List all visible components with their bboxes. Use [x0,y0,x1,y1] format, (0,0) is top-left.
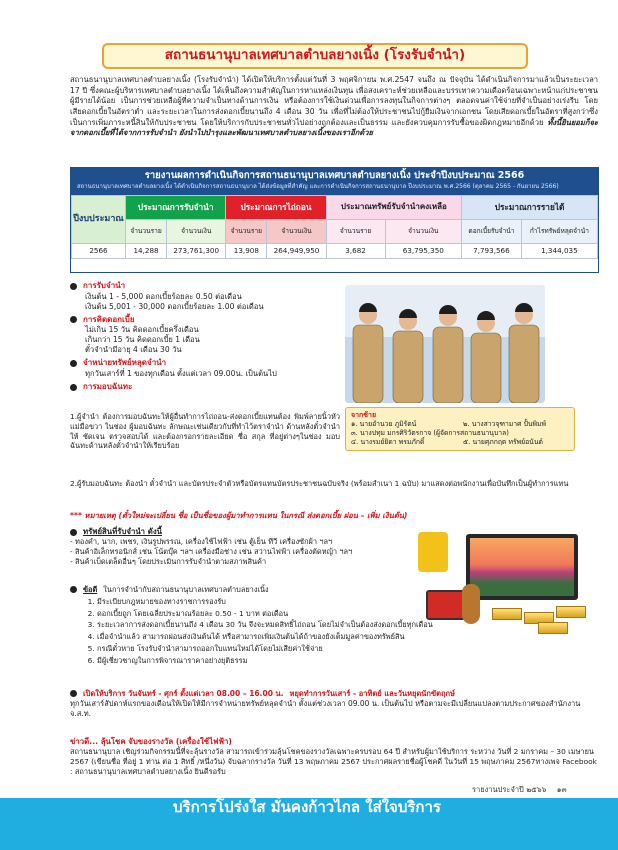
subhead: จำนวนเงิน [385,220,462,244]
list-item: 1. มีระเบียบกฎหมายของทางราชการรองรับ [97,597,450,607]
caption-row [351,429,569,438]
bullet-header [70,315,340,326]
page-title-banner [102,43,528,69]
news-body: สถานธนานุบาล เชิญร่วมกิจกรรมนี้ที่จะลุ้นรางวัล สามารถเข้าร่วมลุ้นโชคของรางวัลเฉพาะครบรอบ 64 ปี สำหรับผู้มาใช้บริการ ระหว่าง วันที่ 2 มกราคม – 30 เมษายน 2567 (เขียนชื่อ ที่อยู่ 1 ท่าน ต่อ 1 สิทธิ์ /หนึ่งวัน) จับฉลากรางวัล วันที่ 13 พฤษภาคม 2567 ประกาศผลรายชื่อผู้โชคดี ในวันที่ 15 พฤษภาคม 2567ทางเพจ Facebook : สถานธนานุบาลเทศบาลตำบลยางเนิ้ง [70,747,597,776]
caption-name: ๔. นางรมย์ยิดา พรมภักดิ์ [351,438,425,447]
guitar-icon [462,584,480,624]
page-num: ๑๓ [556,785,567,794]
subhead: จำนวนราย [326,220,385,244]
assets-label: ทรัพย์สินที่รับจำนำ ดังนี้ [83,527,162,536]
gold-bar-icon [492,608,522,620]
subhead: จำนวนราย [126,220,167,244]
bullet-dot-icon [70,529,77,536]
table-cell: 63,795,350 [385,244,462,259]
asset-line: - สินค้าอิเล็กทรอนิกส์ เช่น โน้ตบุ๊ค ฯลฯ เครื่องมือช่าง เช่น สว่านไฟฟ้า เครื่องตัดหญ้า ฯลฯ [70,547,353,557]
bullet-label: การมอบฉันทะ [83,381,133,391]
table-cell: 1,344,035 [521,244,597,259]
list-item: 2. ดอกเบี้ยถูก โดยเฉลี่ยประมาณร้อยละ 0.50 - 1 บาท ต่อเดือน [97,609,450,619]
bullet-dot-icon [70,384,77,391]
goods-illustration [418,526,600,641]
subhead: กำไรทรัพย์หลุดจำนำ [521,220,597,244]
bullet-dot-icon [70,586,77,593]
page-label: รายงานประจำปี ๒๕๖๖ [472,785,547,794]
intro-tagline: ทั้งนี้ยินยอมก็จะจากดอกเบี้ยที่ได้จากการรับจำนำ ยังนำไปบำรุงและพัฒนาเทศบาลตำบลยางเนิ้งของเราอีกด้วย [70,117,598,138]
bullet-header [70,358,340,369]
hours-closed: หยุดทำการวันเสาร์ - อาทิตย์ และวันหยุดนักขัตฤกษ์ [289,689,455,698]
subhead: จำนวนเงิน [167,220,226,244]
procedure-step-2: 2.ผู้รับมอบฉันทะ ต้องนำ ตั๋วจำนำ และบัตรประจำตัวหรือบัตรแทนบัตรประชาชนฉบับจริง (พร้อมสำเนา 1 ฉบับ) มาแสดงต่อพนักงานเพื่อบันทึกเป็นผู้ทำการแทน [70,479,569,488]
hours-open: เปิดให้บริการ วันจันทร์ - ศุกร์ ตั้งแต่เวลา 08.00 – 16.00 น. [83,689,284,698]
subhead: ดอกเบี้ยรับจำนำ [462,220,522,244]
intro-body: สถานธนานุบาลเทศบาลตำบลยางเนิ้ง (โรงรับจำนำ) ได้เปิดให้บริการตั้งแต่วันที่ 3 พฤศจิกายน พ.ศ.2547 จนถึง ณ ปัจจุบัน ได้ดำเนินกิจการมาแล้วเป็นระยะเวลา 17 ปี ซึ่งคณะผู้บริหารเทศบาลตำบลยางเนิ้ง ได้เห็นถึงความสำคัญในการหาแหล่งเงินทุน เพื่อสงเคราะห์ช่วยเหลือและบรรเทาความเดือดร้อนเฉพาะหน้าแก่ประชาชนผู้มีรายได้น้อย เป็นการช่วยเหลือผู้ที่ความจำเป็นทางด้านการเงิน หรือต้องการใช้เงินด่วนเพื่อการลงทุนในกิจการต่างๆ ตลอดจนค่าใช้จ่ายที่จำเป็นอย่างเร่งรีบ โดยเสียดอกเบี้ยในอัตราต่ำ และระยะเวลาในการส่งดอกเบี้ยนานถึง 4 เดือน 30 วัน เพื่อที่ไม่ต้องให้ประชาชนไปกู้ยืมเงินจากเอกชน โดยเสียดอกเบี้ยในอัตราที่สูงกว่าซึ่งเป็นการเพิ่มภาระหนี้สินให้กับประชาชน โดยให้บริการกับประชาชนทั่วไปอย่างถูกต้องและเป็นธรรม และยังควบคุมการรับซื้อของผิดกฎหมายอีกด้วย [70,75,598,127]
subhead: จำนวนเงิน [267,220,326,244]
bullet-dot-icon [70,283,77,290]
page-number [472,785,567,795]
bullet-dot-icon [70,316,77,323]
rate-bullets [70,281,340,392]
conditions-list [70,597,450,666]
gold-bar-icon [538,622,568,634]
news-section [70,737,598,777]
col-year-header: ปีงบประมาณ [72,196,126,244]
caption-name: ๓. นางปทุม มกรศิริวัตรกาจ (ผู้จัดการสถานธนานุบาล) [351,429,509,438]
bullet-line: ไม่เกิน 15 วัน คิดดอกเบี้ยครึ่งเดือน [85,325,199,335]
caption-name: ๕. นายศุภกฤต ทรัพย์อนันต์ [463,438,543,447]
asset-line: - สินค้าเบ็ดเตล็ดอื่นๆ โดยประเมินการรับจำนำตามสภาพสินค้า [70,556,267,566]
hours-header [70,689,598,699]
hours-body: ทุกวันเสาร์สัปดาห์แรกของเดือนให้เปิดให้มีการจำหน่ายทรัพย์หลุดจำนำ ตั้งแต่ช่วงเวลา 09.00 น. เป็นต้นไป หรือตามจะมีเปลี่ยนแปลงตามประกาศของสำนักงาน จ.ส.ท. [70,698,581,718]
hours-section [70,689,598,719]
procedure-step-1: 1.ผู้จำนำ ต้องการมอบฉันทะให้ผู้อื่นทำการไถ่ถอน-ส่งดอกเบี้ยแทนต้อง พิมพ์ลายนิ้วหัวแม่มือขวา ในช่อง ผู้มอบฉันทะ ลักษณะเช่นเดียวกับที่ทำไว้ตราจำนำ ด้านหลังตั๋วจำนำให้ ชัดเจน ตรวจสอบได้ และต้องกรอกรายละเอียด ชื่อ สกุล ที่อยู่ต่างๆในช่อง มอบฉันทะด้านหลังตั๋วจำนำให้เรียบร้อย [70,412,340,451]
page-title: สถานธนานุบาลเทศบาลตำบลยางเนิ้ง (โรงรับจำนำ) [164,47,466,64]
report-subtitle: สถานธนานุบาลเทศบาลตำบลยางเนิ้ง ได้ดำเนินกิจการสถานธนานุบาล ได้ส่งข้อมูลที่สำคัญ และการดำเนินกิจการสถานธนานุบาล ปีงบประมาณ พ.ศ.2566 (ตุลาคม 2565 - กันยายน 2566) [77,182,559,190]
bullet-line: ตั๋วจำนำมีอายุ 4 เดือน 30 วัน [85,345,182,355]
staff-photo [345,285,545,403]
group-header-income: ประมาณการรายได้ [462,196,598,220]
bullet-line: ทุกวันเสาร์ที่ 1 ของทุกเดือน ตั้งแต่เวลา 09.00น. เป็นต้นไป [85,368,277,378]
news-head: ข่าวดี... ลุ้นโชค จับของรางวัล (เครื่องใช้ไฟฟ้า) [70,737,232,746]
caption-head: จากซ้าย [351,411,377,419]
table-cell: 264,949,950 [267,244,326,259]
bullet-line: เงินต้น 1 - 5,000 ดอกเบี้ยร้อยละ 0.50 ต่อเดือน [85,291,242,301]
list-item: 6. มีผู้เชี่ยวชาญในการพิจารณาราคาอย่างยุติธรรม [97,656,450,666]
table-cell: 7,793,566 [462,244,522,259]
caption-row [351,420,569,429]
bullet-label: การรับจำนำ [83,281,126,290]
assets-section [70,527,430,567]
footer-slogan: บริการโปร่งใส มั่นคงก้าวไกล ใส่ใจบริการ [172,798,441,816]
conditions-intro: ในการจำนำกับสถานธนานุบาลเทศบาลตำบลยางเนิ้ง [103,585,269,594]
intro-section [70,75,598,139]
table-cell: 273,761,300 [167,244,226,259]
group-header-pawn: ประมาณการรับจำนำ [126,196,226,220]
caption-name: ๑. นายอำนวย ภูมิรัตน์ [351,420,417,429]
bullet-line: เงินต้น 5,001 - 30,000 ดอกเบี้ยร้อยละ 1.00 ต่อเดือน [85,301,264,311]
caption-row [351,438,569,447]
bullet-label: จำหน่ายทรัพย์หลุดจำนำ [83,358,167,368]
group-header-redeem: ประมาณการไถ่ถอน [226,196,326,220]
remark-note: *** หมายเหตุ (ตั๋วใหม่จะเปลี่ยน ชื่อ เป็นชื่อของผู้มาทำการแทน ในกรณี ส่งดอกเบี้ย ผ่อน – เพิ่ม เงินต้น) [70,511,408,520]
subhead: จำนวนราย [226,220,267,244]
bullet-label: การคิดดอกเบี้ย [83,314,135,324]
report-table [71,195,598,259]
asset-line: - ทองคำ, นาก, เพชร, เงินรูปพรรณ, เครื่องใช้ไฟฟ้า เช่น ตู้เย็น ทีวี เครื่องซักผ้า ฯลฯ [70,537,333,547]
staff-group-image [345,285,545,403]
list-item: 3. ระยะเวลาการส่งดอกเบี้ยนานถึง 4 เดือน 30 วัน จึงจะหมดสิทธิ์ไถ่ถอน โดยไม่จำเป็นต้องส่งดอกเบี้ยทุกเดือน [97,620,450,630]
conditions-section [70,585,450,667]
bullet-dot-icon [70,360,77,367]
generator-icon [426,590,466,620]
bullet-line: เกินกว่า 15 วัน คิดดอกเบี้ย 1 เดือน [85,335,200,345]
conditions-label: ข้อดี [83,585,98,594]
assets-header [70,527,430,537]
water-pump-icon [418,532,448,572]
tv-icon [466,534,578,600]
news-tail: ยินดีรอรับ [194,766,226,776]
bullet-header [70,281,340,292]
table-cell: 14,288 [126,244,167,259]
caption-name: ๒. นางสาวจุฑามาศ ปั้นพิมพ์ [463,420,546,429]
list-item: 4. เมื่อจำนำแล้ว สามารถผ่อนส่งเงินต้นได้ หรือสามารถเพิ่มเงินต้นได้ถ้าของยังเต็มมูลค่าของทรัพย์สิน [97,632,450,642]
report-header [71,168,598,195]
report-title: รายงานผลการดำเนินกิจการสถานธนานุบาลเทศบาลตำบลยางเนิ้ง ประจำปีงบประมาณ 2566 [144,170,525,181]
list-item: 5. กรณีตั๋วหาย โรงรับจำนำสามารถออกใบแทนใหม่ได้โดยไม่เสียค่าใช้จ่าย [97,644,450,654]
table-cell: 3,682 [326,244,385,259]
bullet-header [70,382,340,393]
conditions-header [70,585,450,595]
bullet-dot-icon [70,690,77,697]
table-cell: 2566 [72,244,126,259]
group-header-remaining: ประมาณทรัพย์รับจำนำคงเหลือ [326,196,461,220]
gold-bar-icon [556,606,586,618]
table-cell: 13,908 [226,244,267,259]
photo-caption [345,407,575,451]
report-table-box [70,167,599,273]
